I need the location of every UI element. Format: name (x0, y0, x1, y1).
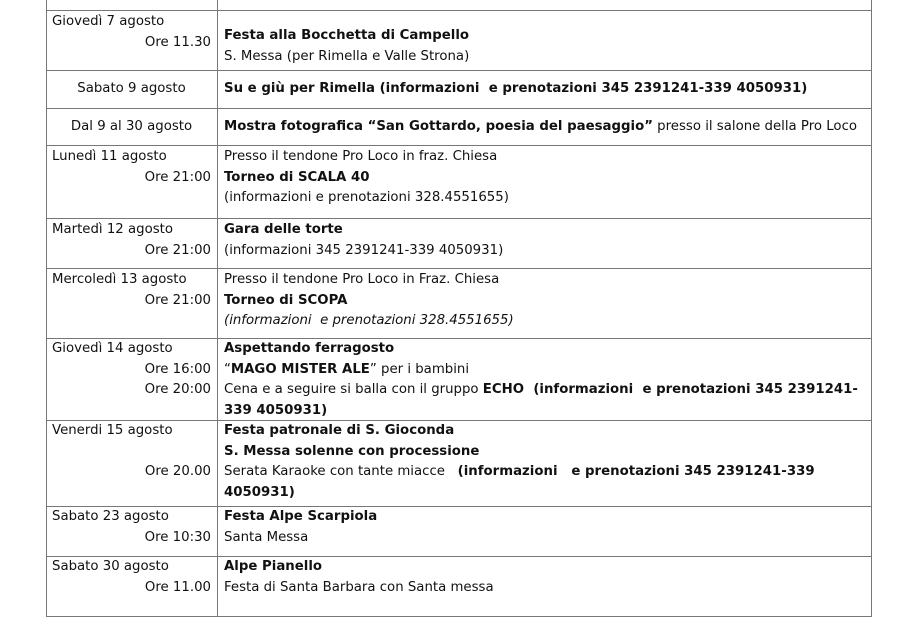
event-details-cell (218, 109, 872, 145)
event-text: Santa Messa (224, 529, 309, 545)
event-text: ” per i bambini (369, 361, 470, 377)
event-title-text: Festa patronale di S. Gioconda (224, 423, 455, 438)
event-text: Festa di Santa Barbara con Santa messa (224, 579, 494, 595)
event-date-cell (46, 146, 218, 218)
event-row (46, 11, 872, 71)
event-date: Martedì 12 agosto (52, 222, 173, 237)
event-row (46, 421, 872, 507)
event-details-cell (218, 421, 872, 506)
event-details-cell (218, 339, 872, 420)
event-row (46, 219, 872, 269)
event-row (46, 339, 872, 421)
event-details-cell (218, 557, 872, 616)
events-table (46, 0, 872, 617)
event-details-cell (218, 219, 872, 268)
event-details-cell (218, 269, 872, 338)
event-date: Dal 9 al 30 agosto (70, 118, 193, 134)
event-date-cell (46, 219, 218, 268)
event-detail-line (224, 117, 867, 138)
event-date-cell (46, 507, 218, 556)
event-detail-line (224, 507, 867, 528)
event-text: “ (224, 361, 231, 377)
event-date: Sabato 30 agosto (52, 559, 169, 574)
event-title-text: 339 4050931) (224, 402, 328, 418)
event-detail-line (224, 147, 867, 168)
event-date-cell (46, 71, 218, 108)
event-time: Ore 20.00 (144, 464, 211, 480)
event-text: Serata Karaoke con tante miacce (224, 464, 458, 480)
event-title-text: ECHO (informazioni e prenotazioni 345 2391241- (482, 382, 858, 398)
event-text: (informazioni e prenotazioni 328.4551655) (224, 190, 509, 206)
event-date: Mercoledì 13 agosto (52, 272, 187, 287)
event-detail-line (224, 578, 867, 599)
event-detail-line (224, 442, 867, 463)
event-time: Ore 21:00 (144, 292, 211, 308)
event-row (46, 71, 872, 109)
event-detail-line (224, 79, 867, 100)
event-title-text: Torneo di SCOPA (224, 292, 348, 308)
event-title-text: MAGO MISTER ALE (230, 361, 370, 377)
event-detail-line (224, 188, 867, 209)
event-title-text: 4050931) (224, 484, 295, 500)
event-title-text: Su e giù per Rimella (informazioni e prenotazioni 345 2391241-339 4050931) (224, 81, 808, 97)
event-date-cell (46, 557, 218, 616)
event-text: (informazioni 345 2391241-339 4050931) (224, 242, 504, 258)
event-time: Ore 16:00 (144, 361, 211, 377)
event-title-text: S. Messa solenne con processione (224, 443, 480, 459)
event-time (52, 442, 211, 463)
event-title-text: (informazioni e prenotazioni 345 2391241-339 (457, 464, 815, 480)
event-time: Ore 21:00 (144, 169, 211, 185)
event-row (46, 507, 872, 557)
event-text: Cena e a seguire si balla con il gruppo (224, 382, 483, 398)
event-detail-line (224, 380, 867, 401)
event-detail-line (224, 291, 867, 312)
event-detail-line (224, 528, 867, 549)
event-row (46, 109, 872, 146)
event-date-cell (46, 269, 218, 338)
event-date: Venerdi 15 agosto (52, 423, 173, 438)
event-details-cell (218, 0, 872, 10)
event-date-cell (46, 11, 218, 70)
event-row (46, 269, 872, 339)
event-title-text: Mostra fotografica “San Gottardo, poesia del paesaggio” (224, 118, 653, 134)
event-text: S. Messa (per Rimella e Valle Strona) (224, 48, 470, 64)
event-title-text: Festa alla Bocchetta di Campello (224, 28, 470, 43)
event-detail-line (224, 339, 867, 360)
event-text: (informazioni e prenotazioni 328.4551655) (224, 313, 514, 329)
event-text: presso il salone della Pro Loco (652, 118, 858, 134)
event-date-cell (46, 339, 218, 420)
event-details-cell (218, 11, 872, 70)
event-details-cell (218, 507, 872, 556)
event-date: Sabato 23 agosto (52, 509, 169, 524)
event-time: Ore 21:00 (144, 242, 211, 258)
event-date: Giovedì 7 agosto (52, 14, 165, 29)
event-text: Presso il tendone Pro Loco in Fraz. Chiesa (224, 272, 500, 287)
event-detail-line (224, 557, 867, 578)
event-date: Giovedì 14 agosto (52, 341, 173, 356)
event-text: Presso il tendone Pro Loco in fraz. Chiesa (224, 149, 498, 164)
event-time: Ore 20:00 (144, 382, 211, 398)
event-detail-line (224, 360, 867, 381)
event-detail-line (224, 26, 867, 47)
event-detail-line (224, 270, 867, 291)
event-row (46, 557, 872, 617)
event-detail-line (224, 168, 867, 189)
event-date: Lunedì 11 agosto (52, 149, 167, 164)
event-date-cell (46, 0, 218, 10)
event-detail-line (224, 421, 867, 442)
event-title-text: Festa Alpe Scarpiola (224, 509, 378, 524)
event-row (46, 0, 872, 11)
event-details-cell (218, 71, 872, 108)
event-detail-line (224, 462, 867, 483)
event-row (46, 146, 872, 219)
event-date-cell (46, 109, 218, 145)
event-title-text: Torneo di SCALA 40 (224, 169, 370, 185)
event-title-text: Alpe Pianello (224, 559, 323, 574)
event-detail-line (224, 483, 867, 504)
event-details-cell (218, 146, 872, 218)
event-detail-line (224, 220, 867, 241)
event-detail-line (224, 47, 867, 68)
event-time: Ore 10:30 (144, 529, 211, 545)
event-time: Ore 11.30 (144, 34, 211, 50)
event-title-text: Gara delle torte (224, 222, 343, 237)
event-detail-line (224, 241, 867, 262)
event-date-cell (46, 421, 218, 506)
event-detail-line (224, 401, 867, 422)
event-title-text: Aspettando ferragosto (224, 341, 395, 356)
event-time: Ore 11.00 (144, 579, 211, 595)
event-date: Sabato 9 agosto (77, 81, 186, 97)
event-detail-line (224, 311, 867, 332)
